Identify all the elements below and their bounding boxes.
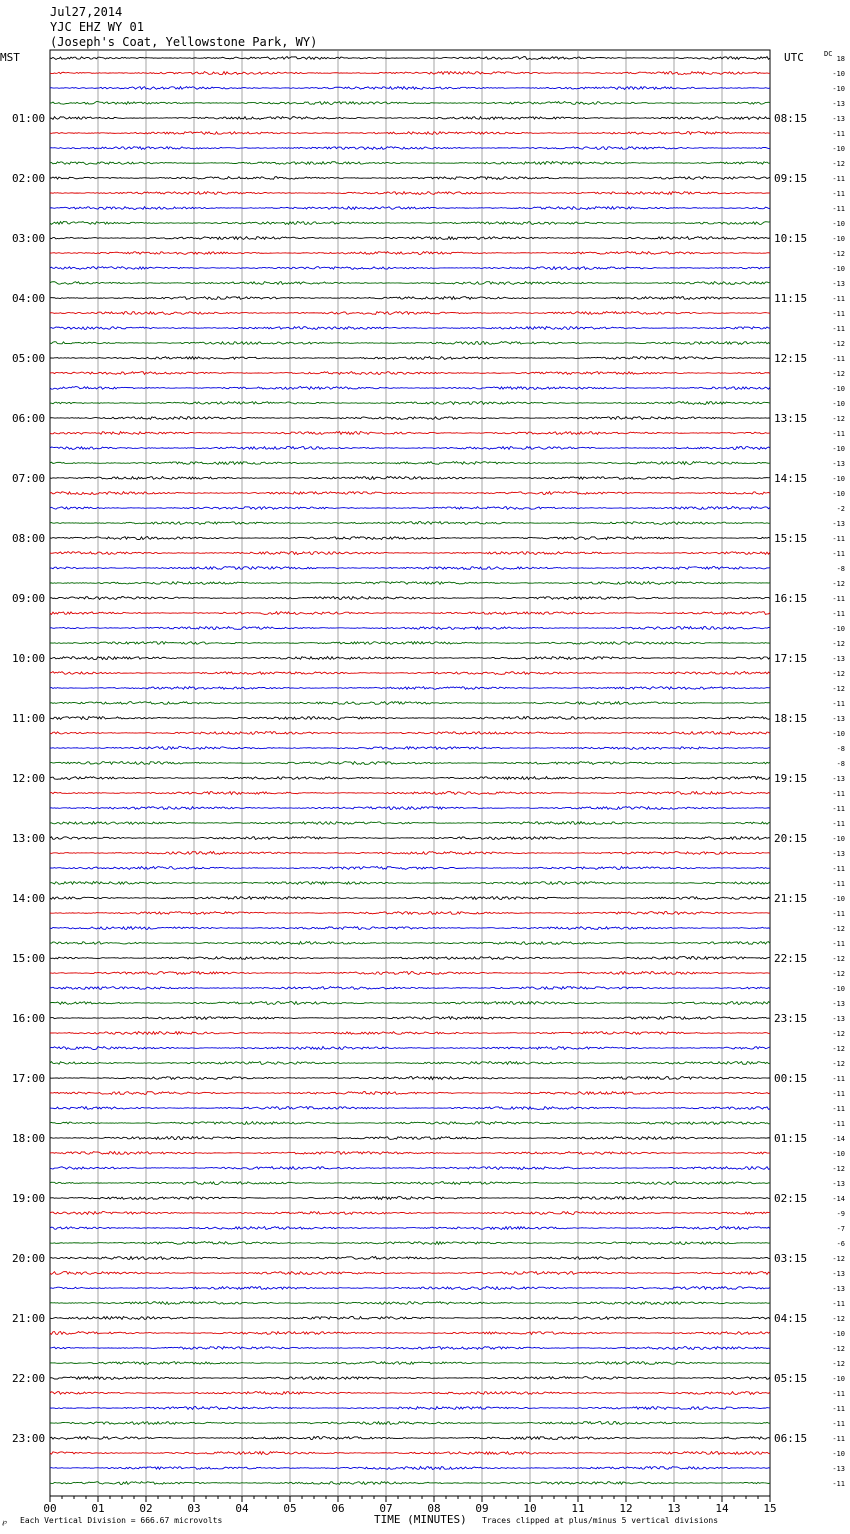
dc-offset-label: -14 [832, 1135, 845, 1143]
trace-line [50, 1047, 770, 1050]
dc-offset-label: -11 [832, 880, 845, 888]
x-tick-label: 02 [139, 1502, 153, 1515]
trace-line [50, 1482, 770, 1485]
header-station: YJC EHZ WY 01 [50, 20, 144, 34]
trace-line [50, 357, 770, 360]
header-date: Jul27,2014 [50, 5, 123, 19]
dc-offset-label: -11 [832, 175, 845, 183]
trace-line [50, 342, 770, 345]
dc-offset-label: -11 [832, 430, 845, 438]
left-zone-label: MST [0, 51, 20, 64]
right-hour-label: 01:15 [774, 1132, 808, 1145]
right-zone-label: UTC [784, 51, 804, 64]
x-tick-label: 13 [667, 1502, 681, 1515]
trace-line [50, 297, 770, 300]
trace-line [50, 1167, 770, 1170]
x-tick-label: 15 [763, 1502, 777, 1515]
right-hour-label: 23:15 [774, 1012, 808, 1025]
trace-line [50, 522, 770, 525]
dc-offset-label: -12 [832, 1360, 845, 1368]
trace-line [50, 672, 770, 675]
trace-line [50, 192, 770, 195]
trace-line [50, 72, 770, 75]
trace-line [50, 1107, 770, 1110]
dc-offset-label: -13 [832, 1180, 845, 1188]
dc-offset-label: -13 [832, 1285, 845, 1293]
dc-offset-label: -12 [832, 955, 845, 963]
dc-offset-label: -13 [832, 115, 845, 123]
dc-offset-label: -12 [832, 250, 845, 258]
trace-line [50, 567, 770, 570]
trace-line [50, 1122, 770, 1125]
dc-offset-label: -11 [832, 1105, 845, 1113]
trace-line [50, 807, 770, 810]
dc-offset-label: -11 [832, 1300, 845, 1308]
dc-offset-label: -10 [832, 220, 845, 228]
trace-line [50, 927, 770, 930]
x-tick-label: 11 [571, 1502, 585, 1515]
right-hour-label: 12:15 [774, 352, 808, 365]
trace-line [50, 1017, 770, 1020]
dc-offset-label: -11 [832, 595, 845, 603]
trace-line [50, 597, 770, 600]
trace-line [50, 642, 770, 645]
left-hour-label: 09:00 [12, 592, 46, 605]
right-hour-label: 06:15 [774, 1432, 808, 1445]
dc-offset-label: -10 [832, 70, 845, 78]
trace-line [50, 612, 770, 615]
right-hour-label: 21:15 [774, 892, 808, 905]
dc-offset-label: -10 [832, 385, 845, 393]
dc-offset-label: -2 [836, 505, 845, 513]
trace-line [50, 537, 770, 540]
dc-offset-label: -13 [832, 850, 845, 858]
x-tick-label: 09 [475, 1502, 489, 1515]
dc-offset-label: -12 [832, 1045, 845, 1053]
dc-offset-label: -12 [832, 640, 845, 648]
left-hour-labels [12, 112, 45, 1445]
dc-offset-label: -11 [832, 130, 845, 138]
left-hour-label: 17:00 [12, 1072, 46, 1085]
dc-label: DC [824, 50, 833, 58]
dc-offset-label: -10 [832, 1375, 845, 1383]
trace-line [50, 312, 770, 315]
dc-offset-label: -11 [832, 550, 845, 558]
trace-line [50, 162, 770, 165]
trace-line [50, 822, 770, 825]
trace-line [50, 957, 770, 960]
trace-line [50, 102, 770, 105]
left-hour-label: 12:00 [12, 772, 46, 785]
trace-line [50, 702, 770, 705]
trace-line [50, 882, 770, 885]
trace-line [50, 1452, 770, 1455]
dc-offset-label: -10 [832, 1150, 845, 1158]
left-hour-label: 04:00 [12, 292, 46, 305]
trace-line [50, 507, 770, 510]
dc-offset-label: -11 [832, 1480, 845, 1488]
trace-line [50, 1422, 770, 1425]
dc-offset-label: -10 [832, 835, 845, 843]
trace-line [50, 387, 770, 390]
left-hour-label: 08:00 [12, 532, 46, 545]
dc-offset-label: -13 [832, 100, 845, 108]
right-hour-label: 03:15 [774, 1252, 808, 1265]
x-tick-label: 00 [43, 1502, 57, 1515]
trace-line [50, 897, 770, 900]
trace-line [50, 1437, 770, 1440]
left-hour-label: 05:00 [12, 352, 46, 365]
left-hour-label: 22:00 [12, 1372, 46, 1385]
dc-offset-label: -11 [832, 865, 845, 873]
dc-offset-label: -13 [832, 715, 845, 723]
dc-offset-label: -14 [832, 1195, 845, 1203]
dc-offset-label: -11 [832, 1420, 845, 1428]
trace-group [50, 57, 770, 1485]
left-hour-label: 13:00 [12, 832, 46, 845]
dc-offset-label: -9 [836, 1210, 845, 1218]
left-hour-label: 11:00 [12, 712, 46, 725]
right-hour-label: 02:15 [774, 1192, 808, 1205]
dc-offset-label: -12 [832, 970, 845, 978]
dc-offset-label: -12 [832, 1060, 845, 1068]
dc-offset-label: -11 [832, 820, 845, 828]
dc-offset-label: -10 [832, 85, 845, 93]
trace-line [50, 462, 770, 465]
dc-offset-label: -13 [832, 655, 845, 663]
dc-offset-label: -12 [832, 1255, 845, 1263]
dc-offset-label: -10 [832, 985, 845, 993]
trace-line [50, 1077, 770, 1080]
right-hour-label: 11:15 [774, 292, 808, 305]
dc-offset-labels [832, 55, 845, 1488]
dc-offset-label: -11 [832, 205, 845, 213]
left-hour-label: 18:00 [12, 1132, 46, 1145]
trace-line [50, 267, 770, 270]
dc-offset-label: -12 [832, 160, 845, 168]
trace-line [50, 732, 770, 735]
left-hour-label: 23:00 [12, 1432, 46, 1445]
dc-offset-label: -12 [832, 370, 845, 378]
dc-offset-label: -10 [832, 400, 845, 408]
trace-line [50, 1062, 770, 1065]
footer-clip-note: Traces clipped at plus/minus 5 vertical divisions [482, 1516, 719, 1525]
trace-line [50, 1377, 770, 1380]
right-hour-label: 22:15 [774, 952, 808, 965]
dc-offset-label: -11 [832, 355, 845, 363]
x-tick-label: 14 [715, 1502, 729, 1515]
trace-line [50, 1212, 770, 1215]
trace-line [50, 432, 770, 435]
dc-offset-label: -11 [832, 610, 845, 618]
dc-offset-label: -12 [832, 415, 845, 423]
dc-offset-label: -11 [832, 1435, 845, 1443]
dc-offset-label: -10 [832, 730, 845, 738]
dc-offset-label: -7 [836, 1225, 845, 1233]
trace-line [50, 852, 770, 855]
trace-line [50, 1407, 770, 1410]
trace-line [50, 57, 770, 60]
right-hour-label: 05:15 [774, 1372, 808, 1385]
left-hour-label: 03:00 [12, 232, 46, 245]
right-hour-label: 13:15 [774, 412, 808, 425]
left-hour-label: 15:00 [12, 952, 46, 965]
trace-line [50, 1152, 770, 1155]
left-hour-label: 14:00 [12, 892, 46, 905]
dc-offset-label: -8 [836, 565, 845, 573]
x-tick-label: 04 [235, 1502, 249, 1515]
trace-line [50, 1317, 770, 1320]
trace-line [50, 1287, 770, 1290]
trace-line [50, 1362, 770, 1365]
left-hour-label: 19:00 [12, 1192, 46, 1205]
trace-line [50, 687, 770, 690]
left-hour-label: 07:00 [12, 472, 46, 485]
left-hour-label: 01:00 [12, 112, 46, 125]
trace-line [50, 237, 770, 240]
right-hour-label: 15:15 [774, 532, 808, 545]
trace-line [50, 372, 770, 375]
right-hour-label: 16:15 [774, 592, 808, 605]
trace-line [50, 492, 770, 495]
trace-line [50, 627, 770, 630]
trace-line [50, 1092, 770, 1095]
dc-offset-label: -11 [832, 535, 845, 543]
trace-line [50, 1347, 770, 1350]
dc-offset-label: -10 [832, 475, 845, 483]
trace-line [50, 942, 770, 945]
dc-offset-label: -10 [832, 895, 845, 903]
trace-line [50, 1227, 770, 1230]
footer-scale: Each Vertical Division = 666.67 microvolts [20, 1516, 223, 1525]
dc-offset-label: -11 [832, 310, 845, 318]
dc-offset-label: -6 [836, 1240, 845, 1248]
trace-line [50, 207, 770, 210]
trace-line [50, 282, 770, 285]
x-tick-label: 03 [187, 1502, 201, 1515]
dc-offset-label: -12 [832, 340, 845, 348]
x-tick-label: 05 [283, 1502, 297, 1515]
dc-offset-label: -12 [832, 670, 845, 678]
left-hour-label: 06:00 [12, 412, 46, 425]
trace-line [50, 1182, 770, 1185]
dc-offset-label: -11 [832, 1120, 845, 1128]
dc-offset-label: -11 [832, 1405, 845, 1413]
trace-line [50, 837, 770, 840]
right-hour-labels [774, 112, 807, 1445]
dc-offset-label: -10 [832, 625, 845, 633]
trace-line [50, 1332, 770, 1335]
trace-line [50, 402, 770, 405]
dc-offset-label: -13 [832, 520, 845, 528]
trace-line [50, 912, 770, 915]
trace-line [50, 747, 770, 750]
dc-offset-label: -11 [832, 1390, 845, 1398]
dc-offset-label: -12 [832, 1030, 845, 1038]
trace-line [50, 132, 770, 135]
trace-line [50, 1272, 770, 1275]
trace-line [50, 1032, 770, 1035]
trace-line [50, 147, 770, 150]
trace-line [50, 582, 770, 585]
dc-offset-label: -8 [836, 745, 845, 753]
trace-line [50, 792, 770, 795]
trace-line [50, 177, 770, 180]
footer-mark: ℘ [2, 1518, 7, 1526]
x-tick-label: 01 [91, 1502, 105, 1515]
trace-line [50, 1302, 770, 1305]
dc-offset-label: -10 [832, 1330, 845, 1338]
right-hour-label: 09:15 [774, 172, 808, 185]
right-hour-label: 10:15 [774, 232, 808, 245]
left-hour-label: 21:00 [12, 1312, 46, 1325]
dc-offset-label: -11 [832, 1075, 845, 1083]
left-hour-label: 10:00 [12, 652, 46, 665]
dc-offset-label: -10 [832, 1450, 845, 1458]
trace-line [50, 987, 770, 990]
trace-line [50, 1002, 770, 1005]
dc-offset-label: 18 [836, 55, 845, 63]
trace-line [50, 1392, 770, 1395]
trace-line [50, 327, 770, 330]
right-hour-label: 19:15 [774, 772, 808, 785]
x-axis-label: TIME (MINUTES) [374, 1513, 467, 1526]
left-hour-label: 20:00 [12, 1252, 46, 1265]
dc-offset-label: -13 [832, 280, 845, 288]
dc-offset-label: -10 [832, 445, 845, 453]
dc-offset-label: -12 [832, 925, 845, 933]
left-hour-label: 16:00 [12, 1012, 46, 1025]
dc-offset-label: -11 [832, 325, 845, 333]
x-tick-label: 08 [427, 1502, 441, 1515]
dc-offset-label: -12 [832, 1315, 845, 1323]
right-hour-label: 14:15 [774, 472, 808, 485]
trace-line [50, 1137, 770, 1140]
trace-line [50, 717, 770, 720]
right-hour-label: 08:15 [774, 112, 808, 125]
trace-line [50, 447, 770, 450]
dc-offset-label: -11 [832, 295, 845, 303]
right-hour-label: 20:15 [774, 832, 808, 845]
trace-line [50, 87, 770, 90]
dc-offset-label: -11 [832, 700, 845, 708]
left-hour-label: 02:00 [12, 172, 46, 185]
trace-line [50, 417, 770, 420]
dc-offset-label: -12 [832, 580, 845, 588]
dc-offset-label: -13 [832, 1015, 845, 1023]
dc-offset-label: -13 [832, 1270, 845, 1278]
header-location: (Joseph's Coat, Yellowstone Park, WY) [50, 35, 318, 49]
dc-offset-label: -13 [832, 460, 845, 468]
trace-line [50, 1257, 770, 1260]
dc-offset-label: -11 [832, 910, 845, 918]
dc-offset-label: -12 [832, 1345, 845, 1353]
dc-offset-label: -11 [832, 1090, 845, 1098]
trace-line [50, 972, 770, 975]
x-tick-label: 10 [523, 1502, 537, 1515]
x-tick-label: 12 [619, 1502, 633, 1515]
trace-line [50, 1242, 770, 1245]
dc-offset-label: -10 [832, 235, 845, 243]
dc-offset-label: -13 [832, 1465, 845, 1473]
dc-offset-label: -11 [832, 190, 845, 198]
dc-offset-label: -11 [832, 805, 845, 813]
trace-line [50, 477, 770, 480]
dc-offset-label: -13 [832, 1000, 845, 1008]
trace-line [50, 222, 770, 225]
trace-line [50, 762, 770, 765]
x-tick-label: 07 [379, 1502, 393, 1515]
right-hour-label: 00:15 [774, 1072, 808, 1085]
trace-line [50, 1197, 770, 1200]
dc-offset-label: -11 [832, 790, 845, 798]
dc-offset-label: -12 [832, 1165, 845, 1173]
trace-line [50, 1467, 770, 1470]
dc-offset-label: -13 [832, 775, 845, 783]
right-hour-label: 04:15 [774, 1312, 808, 1325]
trace-line [50, 777, 770, 780]
trace-line [50, 552, 770, 555]
dc-offset-label: -10 [832, 265, 845, 273]
dc-offset-label: -8 [836, 760, 845, 768]
dc-offset-label: -10 [832, 145, 845, 153]
trace-line [50, 117, 770, 120]
trace-line [50, 252, 770, 255]
trace-line [50, 867, 770, 870]
x-tick-label: 06 [331, 1502, 345, 1515]
dc-offset-label: -12 [832, 685, 845, 693]
right-hour-label: 17:15 [774, 652, 808, 665]
dc-offset-label: -10 [832, 490, 845, 498]
right-hour-label: 18:15 [774, 712, 808, 725]
dc-offset-label: -11 [832, 940, 845, 948]
trace-line [50, 657, 770, 660]
